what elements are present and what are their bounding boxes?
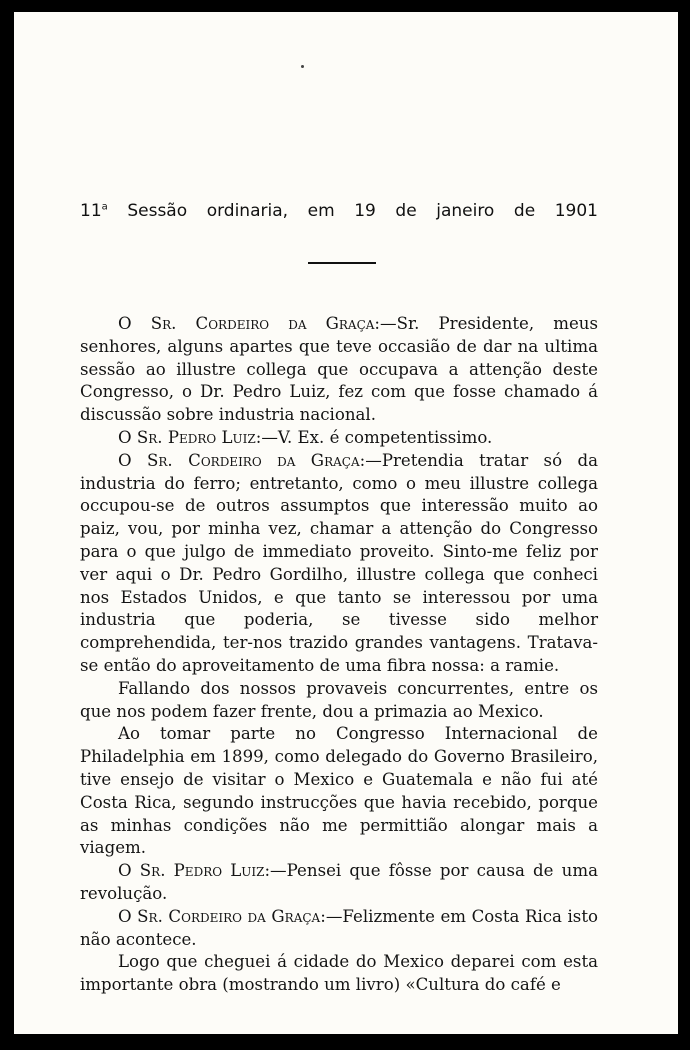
paragraph (80, 951, 598, 997)
paragraph (80, 427, 598, 450)
ordinal-mark: a (101, 201, 108, 213)
heading-word: de (513, 201, 536, 221)
paragraph-text: —Pretendia tratar só da industria do ferro; entretanto, como o meu illustre collega occupou-se de outros assumptos que interessão muito ao paiz, vou, por minha vez, chamar a attenção do Congresso para o que julgo de immediato proveito. Sinto-me feliz por ver aqui o Dr. Pedro Gordilho, illustre collega que conheci nos Estados Unidos, e que tanto se interessou por uma industria que poderia, se tivesse sido melhor comprehendida, ter-nos trazido grandes vantagens. Tratava-se então do aproveitamento de uma fibra nossa: a ramie. (80, 450, 598, 675)
paragraph (80, 313, 598, 427)
heading-word: ordinaria, (206, 201, 289, 221)
paragraph (80, 678, 598, 724)
speaker-name: O Sr. Pedro Luiz: (118, 861, 271, 881)
paragraph-text: —Felizmente em Costa Rica isto não acontece. (80, 906, 598, 949)
heading-divider (308, 262, 376, 264)
paragraph-text: Logo que cheguei á cidade do Mexico deparei com esta importante obra (mostrando um livro) «Cultura do café e (80, 952, 598, 995)
heading-word: em (307, 201, 335, 221)
heading-word: Sessão (127, 201, 188, 221)
print-speck (301, 65, 304, 68)
heading-word: 19 (354, 201, 376, 221)
speaker-name: O Sr. Cordeiro da Graça: (118, 906, 326, 926)
paragraph-text: —Pensei que fôsse por causa de uma revolução. (80, 861, 598, 903)
heading-year: 1901 (554, 201, 598, 221)
paragraph-text: —V. Ex. é competentissimo. (261, 427, 493, 447)
speaker-name: O Sr. Cordeiro da Graça: (118, 450, 366, 470)
paragraph (80, 860, 598, 906)
heading-session-number: 11$^a$ (80, 201, 108, 221)
transcript-body (80, 313, 598, 997)
paragraph (80, 723, 598, 860)
heading-word: janeiro (436, 201, 495, 221)
paragraph-text: Fallando dos nossos provaveis concurrentes, entre os que nos podem fazer frente, dou a primazia ao Mexico. (80, 678, 598, 721)
paragraph (80, 450, 598, 678)
speaker-name: O Sr. Pedro Luiz: (118, 427, 262, 447)
paragraph (80, 906, 598, 952)
heading-word: de (395, 201, 417, 221)
paragraph-text: —Sr. Presidente, meus senhores, alguns apartes que teve occasião de dar na ultima sessão ao illustre collega que occupava a attenção deste Congresso, o Dr. Pedro Luiz, fez com que fosse chamado á discussão sobre industria nacional. (80, 314, 598, 425)
session-heading (80, 201, 598, 221)
document-page (14, 12, 678, 1034)
paragraph-text: Ao tomar parte no Congresso Internacional de Philadelphia em 1899, como delegado do Governo Brasileiro, tive ensejo de visitar o Mexico e Guatemala e não fui até Costa Rica, segundo instrucções que havia recebido, porque as minhas condições não me permittião alongar mais a viagem. (80, 724, 598, 858)
speaker-name: O Sr. Cordeiro da Graça: (118, 314, 381, 333)
